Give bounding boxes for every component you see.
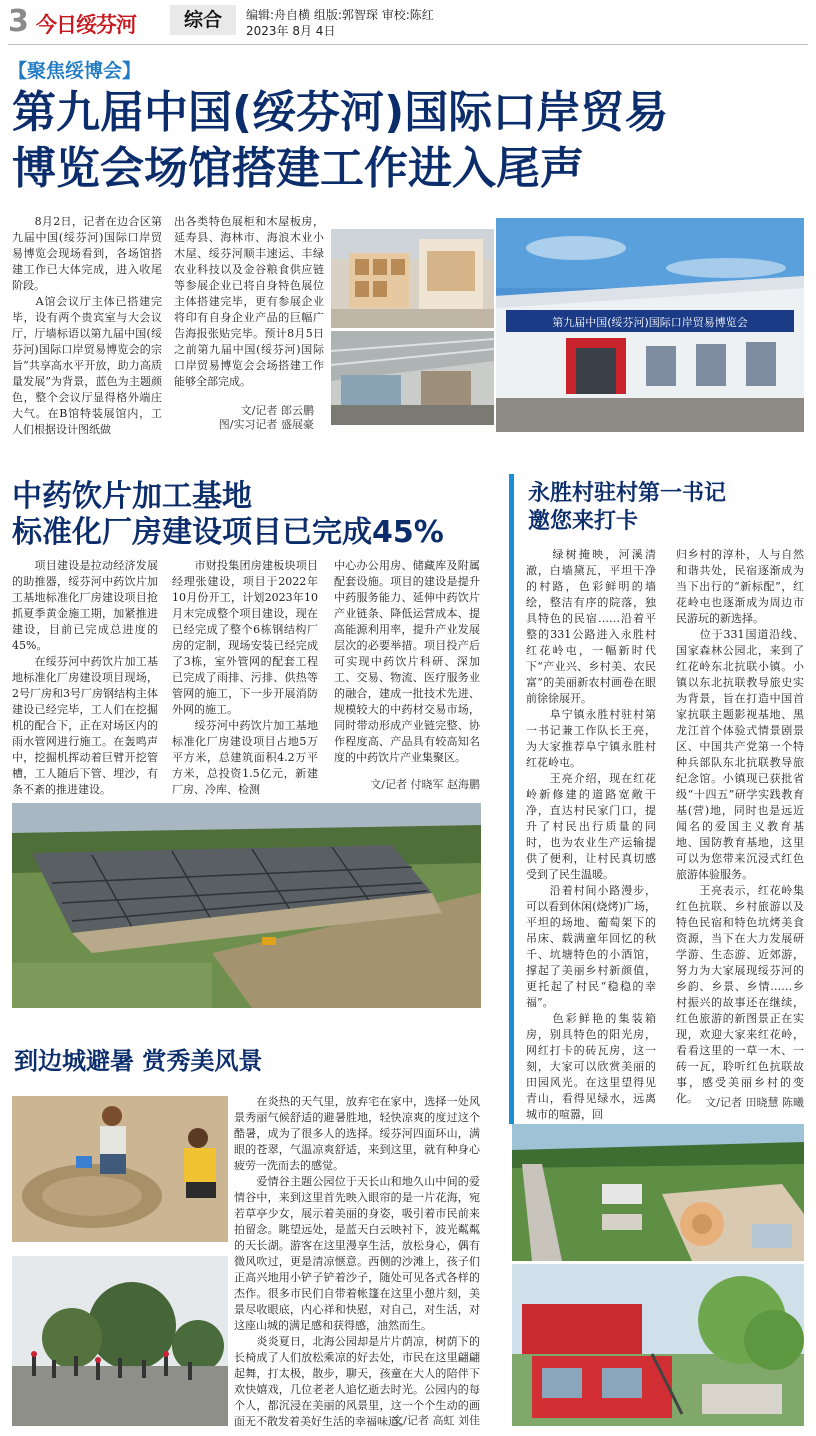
article2-col1: 项目建设是拉动经济发展的助推器，绥芬河中药饮片加工基地标准化厂房建设项目抢抓夏季黄金施工期，加紧推进建设，目前已完成总进度的45%。 在绥芬河中药饮片加工基地标准化厂房建设项目现场，2号厂房和3号厂房钢结构主体建设已经完毕，工人们在挖掘机的配合下，正在对场区内的雨水管网进行施工。在轰鸣声中，挖掘机挥动着巨臂开挖管槽，工人随后下管、埋沙，有条不紊的推进建设。	[12, 559, 158, 796]
page-number: 3	[8, 4, 29, 39]
article2-title-line2: 标准化厂房建设项目已完成45%	[12, 515, 444, 550]
article3-accent-bar	[509, 474, 514, 1124]
hall-interior-photo	[331, 331, 494, 425]
village-aerial-photo	[512, 1124, 804, 1261]
container-house-photo	[512, 1264, 804, 1426]
issue-date: 2023年 8月 4日	[246, 24, 336, 38]
article4-credit: 文/记者 高虹 刘佳	[392, 1414, 480, 1427]
park-dancing-photo	[12, 1256, 228, 1426]
article2-credit: 文/记者 付晓军 赵海鹏	[370, 778, 480, 791]
article3-col1: 绿树掩映，河溪清澈，白墙黛瓦，平坦干净的村路，色彩鲜明的墙绘，整洁有序的院落，独具特色的民宿……沿着平整的331公路进入永胜村红花岭屯，一幅新时代下“产业兴、乡村美、农民富”的美丽新农村画卷在眼前徐徐展开。 阜宁镇永胜村驻村第一书记兼工作队长王亮，为大家推荐阜宁镇永胜村红花岭屯。 王亮介绍，现在红花岭新修建的道路宽敞干净，直达村民家门口，提升了村民出行质量的同时，也为农业生产运输提供了便利，让村民真切感受到了民生温暖。 沿着村间小路漫步，可以看到休闲(烧烤)广场，平坦的场地、葡萄架下的吊床、载满童年回忆的秋千、坑塘特色的小酒馆，撑起了美丽乡村新颜值，更托起了村民“稳稳的幸福”。 色彩鲜艳的集装箱房，别具特色的阳光房，网红打卡的砖瓦房，这一刻，大家可以欣赏美丽的田园风光。在这里望得见青山，看得见绿水，远离城市的喧嚣，回	[526, 548, 656, 1121]
article1-title-line2: 博览会场馆搭建工作进入尾声	[12, 143, 584, 194]
article1-title-line1: 第九届中国(绥芬河)国际口岸贸易	[12, 87, 669, 138]
section-label: 综合	[170, 5, 236, 35]
article4-body: 在炎热的天气里，放弃宅在家中，选择一处风景秀丽气候舒适的避暑胜地，轻快凉爽的度过这个酷暑，成为了很多人的选择。绥芬河四面环山，满眼的苍翠，气温凉爽舒适，来到这里，就有种身心疲劳一洗而去的感觉。 爱情谷主题公园位于天长山和地久山中间的爱情谷中，来到这里首先映入眼帘的是一片花海，宛若草亭少女，展示着美丽的身姿，吸引着市民前来拍留念。眺望远处，是蓝天白云映衬下，波光粼粼的天长湖。游客在这里漫享生活，放松身心，偶有微风吹过，更是清凉惬意。西侧的沙滩上，孩子们正高兴地用小铲子铲着沙子，随处可见各式各样的杰作。很多市民们自带着帐篷在这里小憩片刻，美景尽收眼底，内心祥和快慰，对自己，对生活，对这座山城的满足感和获得感，油然而生。 炎炎夏日，北海公园却是片片荫凉，树荫下的长椅成了人们放松乘凉的好去处，市民在这里翩翩起舞，打太极，散步，聊天，孩童在大人的陪伴下欢快嬉戏，几位老老人追忆逝去时光。公园内的每个人，都沉浸在美丽的风景里，这一个个生动的画面无不散发着美好生活的幸福味道。	[234, 1095, 480, 1428]
article1-col2: 出各类特色展柜和木屋板房，延寿县、海林市、海浪木业小木屋、绥芬河顺丰速运、丰绿农业科技以及金谷粮食供应链等参展企业已将自身特色展位主体搭建完毕，更有参展企业将印有自身企业产品的巨幅广告海报张贴完毕。预计8月5日之前第九届中国(绥芬河)国际口岸贸易博览会会场搭建工作能够全部完成。	[174, 215, 324, 388]
article2-col2: 市财投集团房建板块项目经理张建设，项目于2022年10月份开工，计划2023年10月末完成整个项目建设，现在已经完成了整个6栋钢结构厂房的定制，现场安装已经完成了3栋，室外管网的配套工程已完成了雨排、污排、供热等管网的施工，下一步开展消防外网的施工。 绥芬河中药饮片加工基地标准化厂房建设项目占地5万平方米，总建筑面积4.2万平方米，总投资1.5亿元，新建厂房、冷库、检测	[172, 559, 318, 796]
exhibition-hall-photo	[496, 218, 804, 432]
children-sand-play-photo	[12, 1096, 228, 1242]
article3-title-line1: 永胜村驻村第一书记	[528, 481, 727, 506]
article3-credit: 文/记者 田晓慧 陈曦	[705, 1096, 804, 1109]
article1-credit-photo: 图/实习记者 盛展豪	[218, 418, 314, 431]
booth-construction-photo	[331, 229, 494, 328]
factory-site-aerial-photo	[12, 803, 481, 1008]
article3-col2: 归乡村的淳朴，人与自然和谐共处，民宿逐渐成为当下出行的“新标配”，红花岭屯也逐渐成为周边市民游玩的新选择。 位于331国道沿线、国家森林公园北，来到了红花岭东北抗联小镇。小镇以东北抗联教导旅史实为背景，旨在打造中国首家抗联主题影视基地、黑龙江首个体验式情景剧景区、中国共产党第一个特种兵部队东北抗联教导旅纪念馆。小镇现已获批省级“十四五”研学实践教育基(营)地，同时也是远近闻名的爱国主义教育基地、国防教育基地，这里可以为您带来沉浸式红色旅游体验服务。 王亮表示，红花岭集红色抗联、乡村旅游以及特色民宿和特色坑烤美食资源，当下在大力发展研学游、生态游、近郊游，努力为大家展现绥芬河的乡韵、乡景、乡情……乡村振兴的故事还在继续，红色旅游的新图景正在实现，欢迎大家来红花岭，看看这里的一草一木、一砖一瓦，聆听红色抗联故事，感受美丽乡村的变化。	[676, 548, 804, 1105]
article2-title-line1: 中药饮片加工基地	[12, 479, 252, 514]
article1-credit-text: 文/记者 郎云鹏	[240, 404, 314, 417]
masthead	[0, 0, 816, 44]
staff-line: 编辑:舟自横 组版:郭智琛 审校:陈红	[246, 8, 434, 22]
masthead-divider	[8, 44, 808, 45]
article1-col1: 8月2日，记者在边合区第九届中国(绥芬河)国际口岸贸易博览会现场看到，各场馆搭建工作已大体完成，进入收尾阶段。 A馆会议厅主体已搭建完毕，设有两个贵宾室与大会议厅，厅墙标语以第九届中国(绥芬河)国际口岸贸易博览会的宗旨“共享高水平开放，助力高质量发展”为背景，蓝色为主题颜色，整个会议厅显得格外端庄大气。在B馆特装展馆内，工人们根据设计图纸做	[12, 215, 162, 436]
article1-kicker: 【聚焦绥博会】	[8, 60, 142, 82]
article4-title: 到边城避暑 赏秀美风景	[14, 1047, 263, 1075]
article2-col3: 中心办公用房、储藏库及附属配套设施。项目的建设是提升中药服务能力、延伸中药饮片产业链条、降低运营成本、提高能源利用率，提升产业发展层次的必要举措。项目投产后可实现中药饮片科研、深加工、交易、物流、医疗服务业的融合，建成一批技术先进、规模较大的中药材交易市场，同时带动形成产业链完整、协作程度高、产品具有较高知名度的中药饮片产业集聚区。	[334, 559, 480, 764]
paper-name: 今日绥芬河	[36, 12, 136, 37]
article3-title-line2: 邀您来打卡	[528, 509, 639, 534]
exhibition-hall-sign: 第九届中国(绥芬河)国际口岸贸易博览会	[552, 316, 748, 329]
